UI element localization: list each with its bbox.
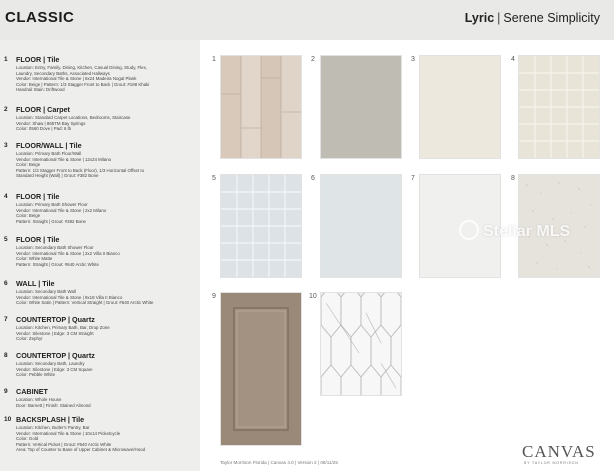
spec-line: Color: Gold (16, 436, 39, 442)
spec-number: 4 (4, 193, 8, 200)
collection-subtitle: Serene Simplicity (503, 11, 600, 25)
swatch-label: 8 (511, 175, 515, 182)
mosaic-grid (221, 175, 301, 277)
spec-title: FLOOR | Tile (16, 235, 60, 244)
spec-line: Vendor: Silestone | Edge: 3 CM Straight (16, 330, 94, 336)
spec-line: Color: 0560 Dove | Pad: 6 lb (16, 126, 72, 132)
spec-line: Location: Secondary Bath, Laundry (16, 361, 85, 366)
spec-line: Vendor: International Tile & Stone | 6x24 Madeira Nogal Plank (16, 76, 137, 82)
spec-title: FLOOR | Carpet (16, 105, 70, 114)
swatch-label: 7 (411, 175, 415, 182)
swatch-label: 10 (309, 293, 317, 300)
spec-line: Location: Standard Carpet Locations, Bedrooms, Staircase (16, 115, 131, 120)
swatch-label: 3 (411, 56, 415, 63)
swatch-3-large-tile (419, 55, 501, 159)
header-bar (0, 0, 614, 40)
spec-line: Handrail Stain: Driftwood (16, 87, 65, 93)
plank-texture (221, 56, 301, 158)
spec-title: COUNTERTOP | Quartz (16, 315, 95, 324)
spec-number: 10 (4, 416, 12, 423)
spec-title: WALL | Tile (16, 279, 55, 288)
spec-line: Area: Top of Counter to Base of Upper Cabinet & Microwave/Hood (16, 447, 146, 453)
spec-number: 7 (4, 316, 8, 323)
swatch-label: 1 (212, 56, 216, 63)
spec-title: FLOOR/WALL | Tile (16, 141, 82, 150)
spec-line: Location: Primary Bath Floor/Wall (16, 151, 82, 156)
spec-number: 1 (4, 56, 8, 63)
spec-line: Pattern: Straight | Grout: #640 Arctic White (16, 261, 99, 267)
spec-line: Vendor: International Tile & Stone | 2x2 Villa II Bianco (16, 250, 120, 256)
spec-line: Location: Kitchen, Butler's Pantry, Bar (16, 425, 90, 430)
swatch-label: 6 (311, 175, 315, 182)
spec-title: FLOOR | Tile (16, 55, 60, 64)
spec-line: Standard Height (Wall) | Grout: #382 Bone (16, 173, 99, 179)
swatch-5-mosaic-tile (220, 174, 302, 278)
mosaic-grid (519, 56, 599, 158)
spec-number: 3 (4, 142, 8, 149)
spec-line: Color: White Matte (16, 256, 53, 262)
spec-panel (0, 40, 200, 471)
spec-line: Color: Zephyr (16, 336, 43, 342)
spec-title: CABINET (16, 387, 48, 396)
spec-line: Location: Secondary Bath Wall (16, 289, 76, 294)
watermark-logo-icon (459, 220, 479, 240)
spec-line: Color: Beige (16, 162, 41, 168)
swatch-label: 4 (511, 56, 515, 63)
spec-line: Door: Barnett | Finish: Stained Almond (16, 402, 91, 408)
cabinet-door-drawing (221, 293, 301, 445)
spec-line: Location: Whole House (16, 397, 62, 402)
spec-line: Vendor: Silestone | Edge: 3 CM Square (16, 366, 93, 372)
spec-line: Pattern: 1/3 Stagger Front to Back (Floor), 1/3 Horizontal Offset to (16, 167, 145, 173)
collection-name: Lyric (464, 11, 495, 25)
canvas-logo: CANVAS (522, 442, 596, 461)
spec-line: Location: Primary Bath Shower Floor (16, 202, 88, 207)
spec-line: Color: White Satin | Pattern: Vertical Straight | Grout: #640 Arctic White (16, 300, 154, 306)
swatch-label: 2 (311, 56, 315, 63)
spec-line: Color: Pebble White (16, 372, 56, 378)
spec-line: Color: Beige | Pattern: 1/3 Stagger Front to Back | Grout: #188 Khaki (16, 81, 150, 87)
spec-title: FLOOR | Tile (16, 192, 60, 201)
collection-title (465, 11, 600, 25)
spec-line: Color: Beige (16, 213, 41, 219)
spec-line: Location: Entry, Family, Dining, Kitchen, Casual Dining, Study, Flex, (16, 65, 148, 70)
spec-line: Pattern: Straight | Grout: #382 Bone (16, 218, 86, 224)
footer-credit: Taylor Morrison Florida | Canvas 4.0 | Version 2 | 08/11/25 (220, 460, 338, 465)
swatch-9-cabinet-door (220, 292, 302, 446)
spec-title: COUNTERTOP | Quartz (16, 351, 95, 360)
picket-pattern (321, 293, 401, 395)
spec-line: Laundry, Secondary Baths, Associated Hallways (16, 70, 110, 76)
spec-line: Location: Kitchen, Primary Bath, Bar, Drop Zone (16, 325, 110, 330)
spec-line: Location: Secondary Bath Shower Floor (16, 245, 94, 250)
swatch-label: 5 (212, 175, 216, 182)
spec-number: 5 (4, 236, 8, 243)
swatch-4-mosaic-tile (518, 55, 600, 159)
spec-number: 9 (4, 388, 8, 395)
spec-number: 8 (4, 352, 8, 359)
swatch-label: 9 (212, 293, 216, 300)
spec-number: 6 (4, 280, 8, 287)
spec-line: Vendor: International Tile & Stone | 9x18 Villa II Bianco (16, 294, 123, 300)
spec-line: Pattern: Vertical Picket | Grout: #640 Arctic White (16, 441, 112, 447)
spec-number: 2 (4, 106, 8, 113)
spec-line: Vendor: Shaw | 865TM Bay Springs (16, 120, 86, 126)
collection-separator: | (497, 11, 501, 25)
brand-title: CLASSIC (5, 9, 75, 26)
spec-line: Vendor: International Tile & Stone | 10x14 Picketcycle (16, 430, 121, 436)
swatch-2-carpet (320, 55, 402, 159)
swatch-6-wall-tile (320, 174, 402, 278)
spec-line: Vendor: International Tile & Stone | 2x2 Milano (16, 207, 107, 213)
swatch-10-picket-backsplash (320, 292, 402, 396)
swatch-1-wood-plank-tile (220, 55, 302, 159)
spec-title: BACKSPLASH | Tile (16, 415, 85, 424)
canvas-logo-subtitle: BY TAYLOR MORRISON (524, 461, 579, 465)
watermark-text: Stellar MLS (483, 223, 571, 240)
spec-line: Vendor: International Tile & Stone | 12x24 Milano (16, 156, 112, 162)
